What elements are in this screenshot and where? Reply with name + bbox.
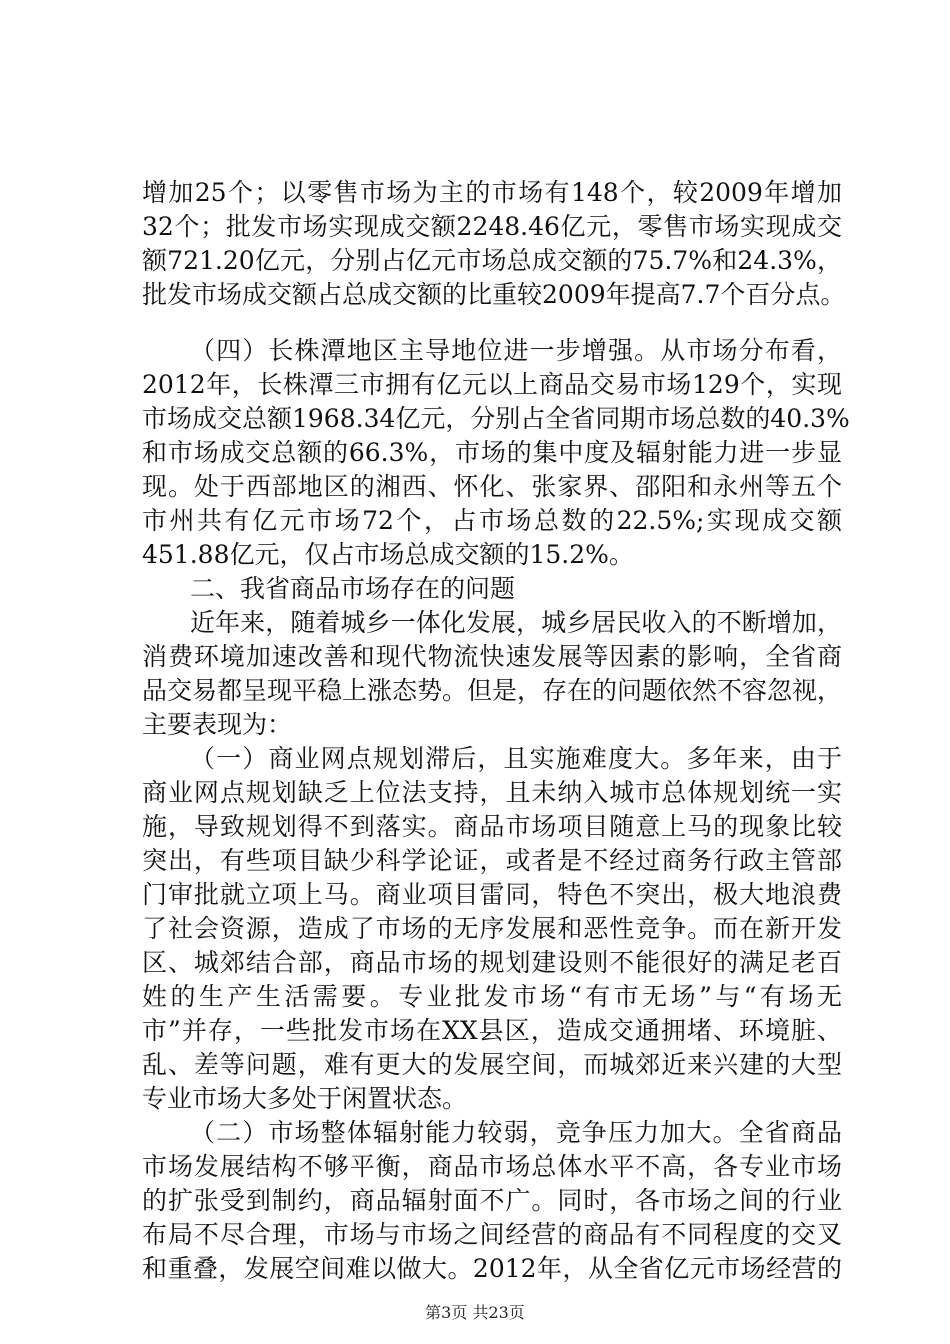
text-line: 布局不尽合理，市场与市场之间经营的商品有不同程度的交叉 [142,1220,842,1249]
section-heading: 二、我省商品市场存在的问题 [190,574,516,603]
text-line: 突出，有些项目缺少科学论证，或者是不经过商务行政主管部 [142,846,842,875]
text-line: 姓的生产生活需要。专业批发市场“有市无场”与“有场无 [142,982,842,1011]
text-line: 的扩张受到制约，商品辐射面不广。同时，各市场之间的行业 [142,1186,842,1215]
text-line: 主要表现为： [142,710,293,739]
text-line: 近年来，随着城乡一体化发展，城乡居民收入的不断增加， [190,608,842,637]
text-line: 市”并存，一些批发市场在XX县区，造成交通拥堵、环境脏、 [142,1016,842,1045]
text-line: 专业市场大多处于闲置状态。 [142,1084,468,1113]
text-line: 和重叠，发展空间难以做大。2012年，从全省亿元市场经营的 [142,1254,842,1283]
text-line: 了社会资源，造成了市场的无序发展和恶性竞争。而在新开发 [142,914,842,943]
text-line: 市场发展结构不够平衡，商品市场总体水平不高，各专业市场 [142,1152,842,1181]
text-line: 门审批就立项上马。商业项目雷同，特色不突出，极大地浪费 [142,880,842,909]
text-line: 和市场成交总额的66.3%，市场的集中度及辐射能力进一步显 [142,438,842,467]
text-line: 增加25个；以零售市场为主的市场有148个，较2009年增加 [142,178,842,207]
text-line: 商业网点规划缺乏上位法支持，且未纳入城市总体规划统一实 [142,778,842,807]
text-line: 451.88亿元，仅占市场总成交额的15.2%。 [142,540,634,569]
page-footer: 第3页 共23页 [425,1303,525,1322]
text-line: 现。处于西部地区的湘西、怀化、张家界、邵阳和永州等五个 [142,472,842,501]
text-line: 市州共有亿元市场72个，占市场总数的22.5%;实现成交额 [142,506,842,535]
text-line: 市场成交总额1968.34亿元，分别占全省同期市场总数的40.3% [142,404,850,433]
text-line: 施，导致规划得不到落实。商品市场项目随意上马的现象比较 [142,812,842,841]
text-line: 32个；批发市场实现成交额2248.46亿元，零售市场实现成交 [142,212,842,241]
text-line: （四）长株潭地区主导地位进一步增强。从市场分布看， [190,336,842,365]
text-line: （一）商业网点规划滞后，且实施难度大。多年来，由于 [190,744,842,773]
text-line: 乱、差等问题，难有更大的发展空间，而城郊近来兴建的大型 [142,1050,842,1079]
text-line: 额721.20亿元，分别占亿元市场总成交额的75.7%和24.3%， [142,246,842,275]
text-line: 2012年，长株潭三市拥有亿元以上商品交易市场129个，实现 [142,370,842,399]
text-line: （二）市场整体辐射能力较弱，竞争压力加大。全省商品 [190,1118,842,1147]
text-line: 品交易都呈现平稳上涨态势。但是，存在的问题依然不容忽视， [142,676,843,705]
text-line: 消费环境加速改善和现代物流快速发展等因素的影响，全省商 [142,642,842,671]
text-line: 区、城郊结合部，商品市场的规划建设则不能很好的满足老百 [142,948,842,977]
text-line: 批发市场成交额占总成交额的比重较2009年提高7.7个百分点。 [142,280,846,309]
